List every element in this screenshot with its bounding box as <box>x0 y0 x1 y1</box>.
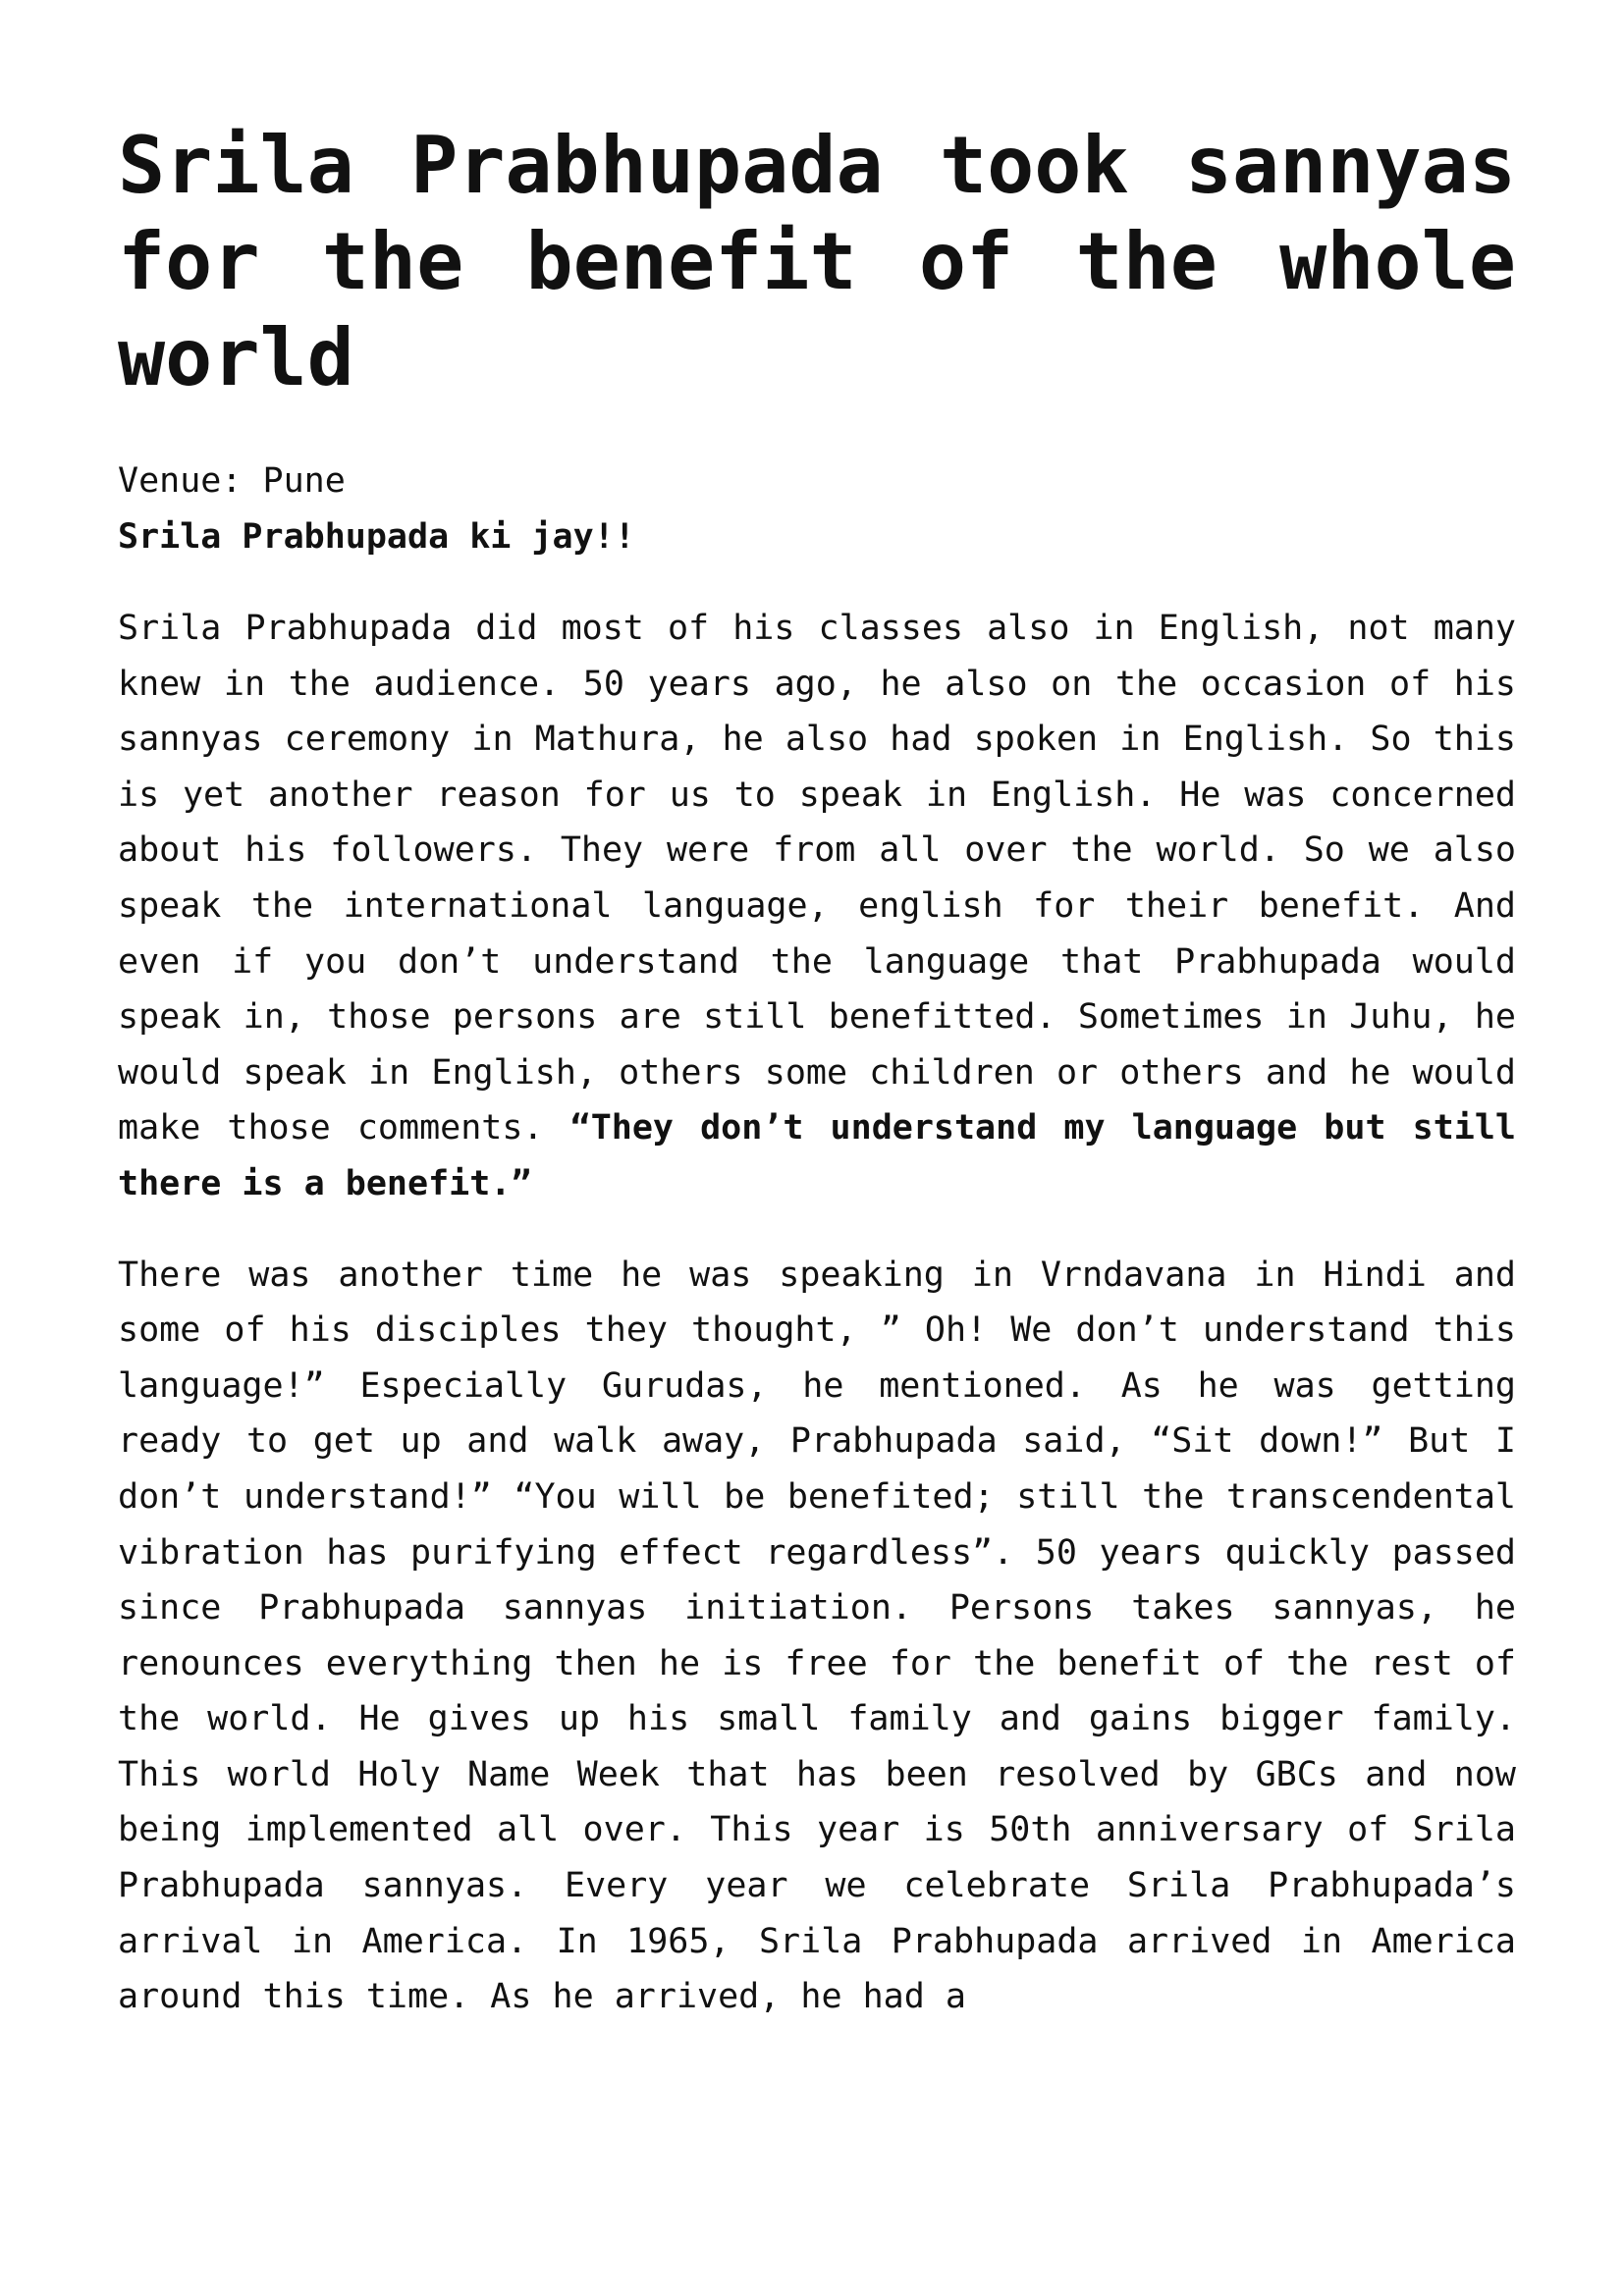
article <box>118 118 1516 2025</box>
paragraph-1-quote: “They don’t understand my language but still there is a benefit.” <box>118 1108 1516 1203</box>
article-title: Srila Prabhupada took sannyas for the benefit of the whole world <box>118 120 1516 403</box>
paragraph-1 <box>118 601 1516 1212</box>
salutation-line: Srila Prabhupada ki jay!! <box>118 517 635 557</box>
paragraph-2: There was another time he was speaking in Vrndavana in Hindi and some of his disciples they thought, ” Oh! We don’t understand this language!” Especially Gurudas, he mentioned. As he was getting ready to get up and walk away, Prabhupada said, “Sit down!” But I don’t understand!” “You will be benefited; still the transcendental vibration has purifying effect regardless”. 50 years quickly passed since Prabhupada sannyas initiation. Persons takes sannyas, he renounces everything then he is free for the benefit of the rest of the world. He gives up his small family and gains bigger family. This world Holy Name Week that has been resolved by GBCs and now being implemented all over. This year is 50th anniversary of Srila Prabhupada sannyas. Every year we celebrate Srila Prabhupada’s arrival in America. In 1965, Srila Prabhupada arrived in America around this time. As he arrived, he had a <box>118 1255 1516 2017</box>
paragraph-1-text: Srila Prabhupada did most of his classes also in English, not many knew in the audience. 50 years ago, he also on the occasion of his sannyas ceremony in Mathura, he also had spoken in English. So this is yet another reason for us to speak in English. He was concerned about his followers. They were from all over the world. So we also speak the international language, english for their benefit. And even if you don’t understand the language that Prabhupada would speak in, those persons are still benefitted. Sometimes in Juhu, he would speak in English, others some children or others and he would make those comments. <box>118 609 1516 1148</box>
venue-line: Venue: Pune <box>118 461 346 501</box>
